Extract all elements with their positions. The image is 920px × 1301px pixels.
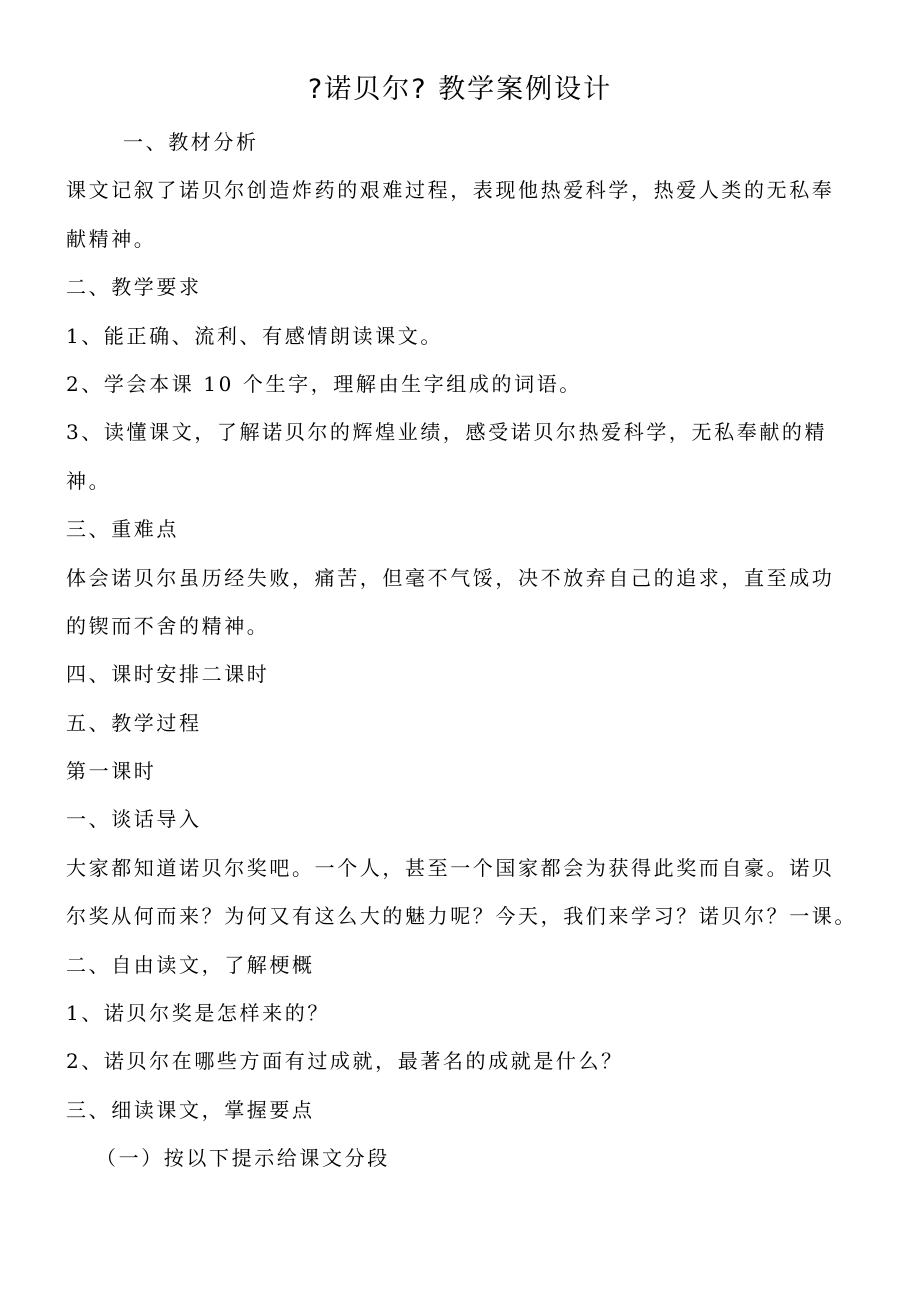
- list-item: 2、学会本课 10 个生字，理解由生字组成的词语。: [66, 371, 582, 396]
- heading-close-reading: 三、细读课文，掌握要点: [66, 1097, 315, 1122]
- document-title: ?诺贝尔? 教学案例设计: [307, 74, 613, 105]
- subheading-first-lesson: 第一课时: [66, 759, 157, 784]
- list-item: 3、读懂课文，了解诺贝尔的辉煌业绩，感受诺贝尔热爱科学，无私奉献的精: [66, 420, 828, 445]
- heading-free-reading: 二、自由读文，了解梗概: [66, 952, 315, 977]
- heading-teaching-requirements: 二、教学要求: [66, 275, 202, 300]
- paragraph-line: 大家都知道诺贝尔奖吧。一个人，甚至一个国家都会为获得此奖而自豪。诺贝: [66, 855, 835, 880]
- heading-key-points: 三、重难点: [66, 517, 179, 542]
- paragraph-line: 体会诺贝尔虽历经失败，痛苦，但毫不气馁，决不放弃自己的追求，直至成功: [66, 565, 835, 590]
- paragraph-line: 的锲而不舍的精神。: [66, 613, 270, 638]
- list-item: 1、能正确、流利、有感情朗读课文。: [66, 323, 443, 348]
- paragraph-line: 献精神。: [66, 226, 157, 251]
- paragraph-line: 课文记叙了诺贝尔创造炸药的艰难过程，表现他热爱科学，热爱人类的无私奉: [66, 178, 835, 203]
- subheading-segment-hint: （一）按以下提示给课文分段: [96, 1146, 390, 1171]
- paragraph-line: 尔奖从何而来？为何又有这么大的魅力呢？今天，我们来学习？诺贝尔？一课。: [66, 904, 857, 929]
- heading-class-arrangement: 四、课时安排二课时: [66, 662, 270, 687]
- heading-material-analysis: 一、教材分析: [123, 130, 259, 154]
- list-item: 2、诺贝尔在哪些方面有过成就，最著名的成就是什么？: [66, 1049, 624, 1074]
- heading-teaching-process: 五、教学过程: [66, 710, 202, 735]
- document-body: [66, 118, 866, 1183]
- list-item: 1、诺贝尔奖是怎样来的？: [66, 1001, 330, 1026]
- heading-introduction: 一、谈话导入: [66, 807, 202, 832]
- paragraph-line: 神。: [66, 468, 112, 493]
